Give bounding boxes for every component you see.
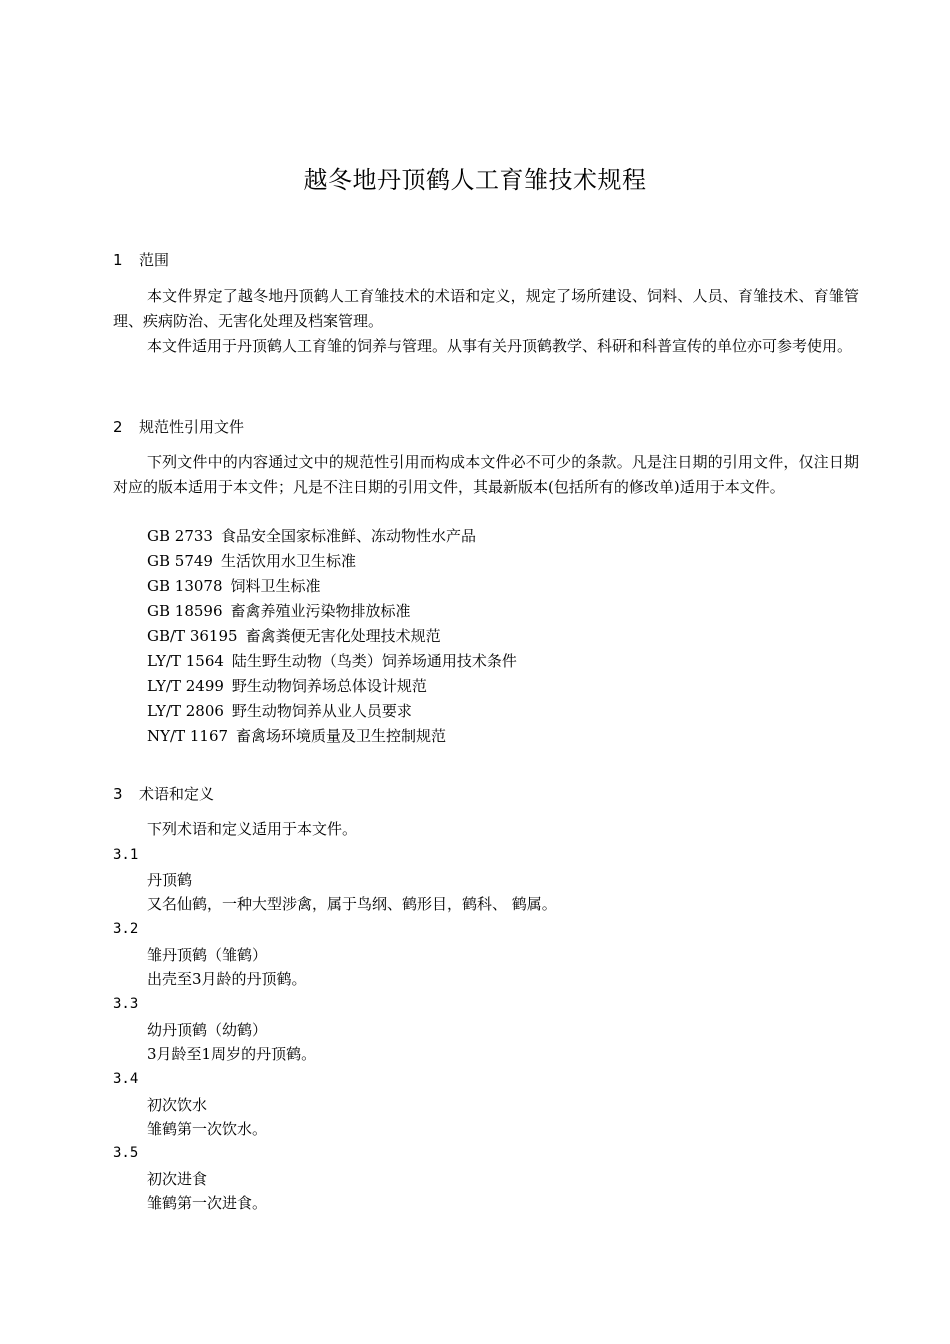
reference-title: 野生动物饲养场总体设计规范: [231, 677, 427, 695]
reference-item: [147, 649, 517, 674]
reference-code: GB 2733: [147, 527, 213, 545]
reference-item: [147, 549, 356, 574]
term-name: 丹顶鹤: [147, 871, 193, 889]
section-title: 术语和定义: [139, 785, 215, 803]
paragraph: 下列文件中的内容通过文中的规范性引用而构成本文件必不可少的条款。凡是注日期的引用文件，仅注日期对应的版本适用于本文件；凡是不注日期的引用文件，其最新版本(包括所有的修改单)适用于本文件。: [113, 453, 859, 496]
reference-code: GB 13078: [147, 577, 223, 595]
reference-code: LY/T 2806: [147, 702, 224, 720]
term-name: 初次进食: [147, 1170, 208, 1188]
section-number: 2: [113, 418, 123, 436]
section-heading-normative-references: [113, 416, 244, 437]
section-number: 3: [113, 785, 123, 803]
reference-title: 畜禽场环境质量及卫生控制规范: [236, 727, 447, 745]
term-name: 雏丹顶鹤（雏鹤）: [147, 946, 268, 964]
term-definition: 雏鹤第一次饮水。: [147, 1120, 268, 1138]
reference-code: LY/T 1564: [147, 652, 224, 670]
reference-title: 畜禽养殖业污染物排放标准: [230, 602, 411, 620]
paragraph: 本文件界定了越冬地丹顶鹤人工育雏技术的术语和定义，规定了场所建设、饲料、人员、育雏技术、育雏管理、疾病防治、无害化处理及档案管理。: [113, 287, 859, 330]
term-name: 初次饮水: [147, 1096, 208, 1114]
section-intro: 下列术语和定义适用于本文件。: [147, 820, 358, 838]
reference-title: 陆生野生动物（鸟类）饲养场通用技术条件: [231, 652, 517, 670]
reference-title: 食品安全国家标准鲜、冻动物性水产品: [220, 527, 476, 545]
reference-item: [147, 674, 427, 699]
reference-code: GB 18596: [147, 602, 223, 620]
section-number: 1: [113, 251, 123, 269]
paragraph: 本文件适用于丹顶鹤人工育雏的饲养与管理。从事有关丹顶鹤教学、科研和科普宣传的单位亦可参考使用。: [147, 337, 853, 355]
reference-title: 生活饮用水卫生标准: [220, 552, 356, 570]
term-number: 3.2: [113, 921, 139, 937]
reference-item: [147, 699, 412, 724]
term-number: 3.3: [113, 996, 139, 1012]
term-definition: 出壳至3月龄的丹顶鹤。: [147, 970, 307, 988]
reference-title: 野生动物饲养从业人员要求: [231, 702, 412, 720]
term-definition: 又名仙鹤，一种大型涉禽，属于鸟纲、鹤形目，鹤科、 鹤属。: [147, 895, 557, 913]
reference-item: [147, 724, 446, 749]
section-heading-scope: [113, 249, 169, 270]
reference-item: [147, 524, 476, 549]
term-name: 幼丹顶鹤（幼鹤）: [147, 1021, 268, 1039]
reference-code: GB/T 36195: [147, 627, 238, 645]
reference-item: [147, 624, 441, 649]
reference-code: GB 5749: [147, 552, 213, 570]
term-definition: 雏鹤第一次进食。: [147, 1194, 268, 1212]
section-heading-terms-definitions: [113, 783, 214, 804]
section-title: 范围: [139, 251, 170, 269]
reference-title: 饲料卫生标准: [230, 577, 321, 595]
term-number: 3.4: [113, 1071, 139, 1087]
reference-title: 畜禽粪便无害化处理技术规范: [245, 627, 441, 645]
term-number: 3.5: [113, 1145, 139, 1161]
term-definition: 3月龄至1周岁的丹顶鹤。: [147, 1045, 317, 1063]
reference-code: NY/T 1167: [147, 727, 229, 745]
reference-item: [147, 574, 321, 599]
reference-code: LY/T 2499: [147, 677, 224, 695]
term-number: 3.1: [113, 847, 139, 863]
section-title: 规范性引用文件: [139, 418, 245, 436]
document-title: 越冬地丹顶鹤人工育雏技术规程: [303, 166, 647, 194]
reference-item: [147, 599, 411, 624]
